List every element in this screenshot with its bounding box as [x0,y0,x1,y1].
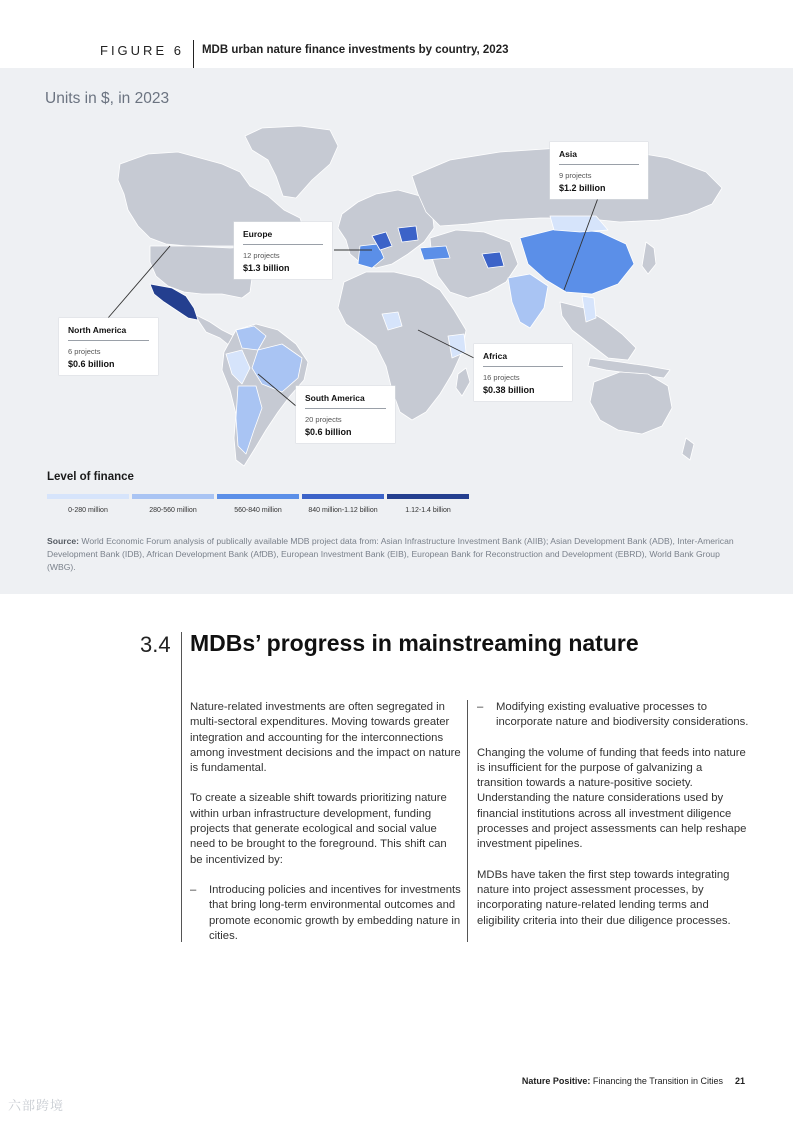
report-title-rest: Financing the Transition in Cities [590,1076,723,1086]
legend-item [47,494,129,514]
legend-item [217,494,299,514]
legend-label: 1.12-1.4 billion [405,507,451,514]
figure-title: MDB urban nature finance investments by country, 2023 [201,44,509,56]
map-panel [0,68,793,594]
turkey-shape [420,246,450,260]
callout-amount: $1.3 billion [243,263,290,273]
callout-title: Europe [243,229,323,245]
callout-title: Africa [483,351,563,367]
callout-africa [474,344,572,401]
source-text: World Economic Forum analysis of publically available MDB project data from: Asian Infrastructure Investment Bank (AIIB); Asian Development Bank (ADB), Inter-American Development Bank (IDB), African Development Bank (AfDB), European Investment Bank (EIB), European Bank for Reconstruction and Development (EBRD), World Bank Group (WBG). [47,536,734,572]
units-label: Units in $, in 2023 [45,90,170,107]
report-title [522,1076,723,1086]
legend-item [302,494,384,514]
callout-projects: 20 projects [305,415,342,424]
callout-projects: 16 projects [483,373,520,382]
legend-item [132,494,214,514]
legend-swatch [302,494,384,499]
source-note [47,535,737,574]
callout-title: South America [305,393,386,409]
callout-title: Asia [559,149,639,165]
dash-marker: – [477,701,484,713]
callout-europe [234,222,332,279]
greenland-shape [245,126,338,198]
poland-shape [398,226,418,242]
legend-swatch [387,494,469,499]
column-separator [467,700,468,942]
legend-swatch [217,494,299,499]
legend-label: 840 million-1.12 billion [308,507,378,514]
callout-amount: $0.6 billion [68,359,115,369]
paragraph: To create a sizeable shift towards prioritizing nature within urban infrastructure development, funding projects that generate ecological and social value need to be brought to the foreground. This shift can be incentivized by: [190,792,447,866]
india-shape [508,274,548,328]
list-item-text: Modifying existing evaluative processes to incorporate nature and biodiversity considerations. [496,701,749,729]
legend-title: Level of finance [47,471,134,483]
legend-swatch [132,494,214,499]
japan-shape [642,242,656,274]
legend-label: 560-840 million [234,507,282,514]
callout-projects: 6 projects [68,347,101,356]
callout-north-america [59,318,158,375]
legend [47,494,469,514]
legend-item [387,494,469,514]
callout-asia [550,142,648,199]
section-title: MDBs’ progress in mainstreaming nature [190,630,639,656]
paragraph: Nature-related investments are often segregated in multi-sectoral expenditures. Moving towards greater integration and accounting for the interconnections among investment decisions and the impact on nature is fundamental. [190,701,461,775]
list-item-text: Introducing policies and incentives for investments that bring long-term environmental outcomes and promote economic growth by embedding nature in cities. [209,883,461,942]
figure-separator [193,40,194,68]
callout-south-america [296,386,395,443]
callout-amount: $0.38 billion [483,385,535,395]
legend-label: 0-280 million [68,507,108,514]
source-label: Source: [47,536,79,546]
callout-projects: 12 projects [243,251,280,260]
text-column-1 [190,700,462,959]
new-zealand-shape [682,438,694,460]
leader-north-america [108,246,170,318]
callout-amount: $0.6 billion [305,427,352,437]
list-item [477,700,749,731]
legend-label: 280-560 million [149,507,197,514]
page-number: 21 [734,1076,745,1086]
page-footer [522,1076,745,1086]
text-column-2 [477,700,749,944]
figure-label: FIGURE 6 [100,43,184,58]
figure-header [100,40,509,68]
paragraph: Changing the volume of funding that feeds into nature is insufficient for the purpose of galvanizing a transition towards a nature-positive society. Understanding the nature considerations used by financial institutions across all investment diligence processes and project assessments can help reshape investment pipelines. [477,746,747,851]
list-item [190,883,462,944]
callout-projects: 9 projects [559,171,592,180]
australia-shape [590,372,672,434]
dash-marker: – [190,883,197,896]
callout-amount: $1.2 billion [559,183,606,193]
section-number: 3.4 [140,632,171,657]
madagascar-shape [456,368,470,396]
middle-east-shape [430,230,518,298]
europe-shape [338,190,434,268]
callout-title: North America [68,325,149,341]
paragraph: MDBs have taken the first step towards integrating nature into project assessment processes, by incorporating nature-related lending terms and eligibility criteria into their due diligence processes. [477,868,731,927]
watermark: 六部跨境 [8,1098,65,1113]
legend-swatch [47,494,129,499]
section-separator [181,632,182,942]
report-title-bold: Nature Positive: [521,1076,591,1086]
